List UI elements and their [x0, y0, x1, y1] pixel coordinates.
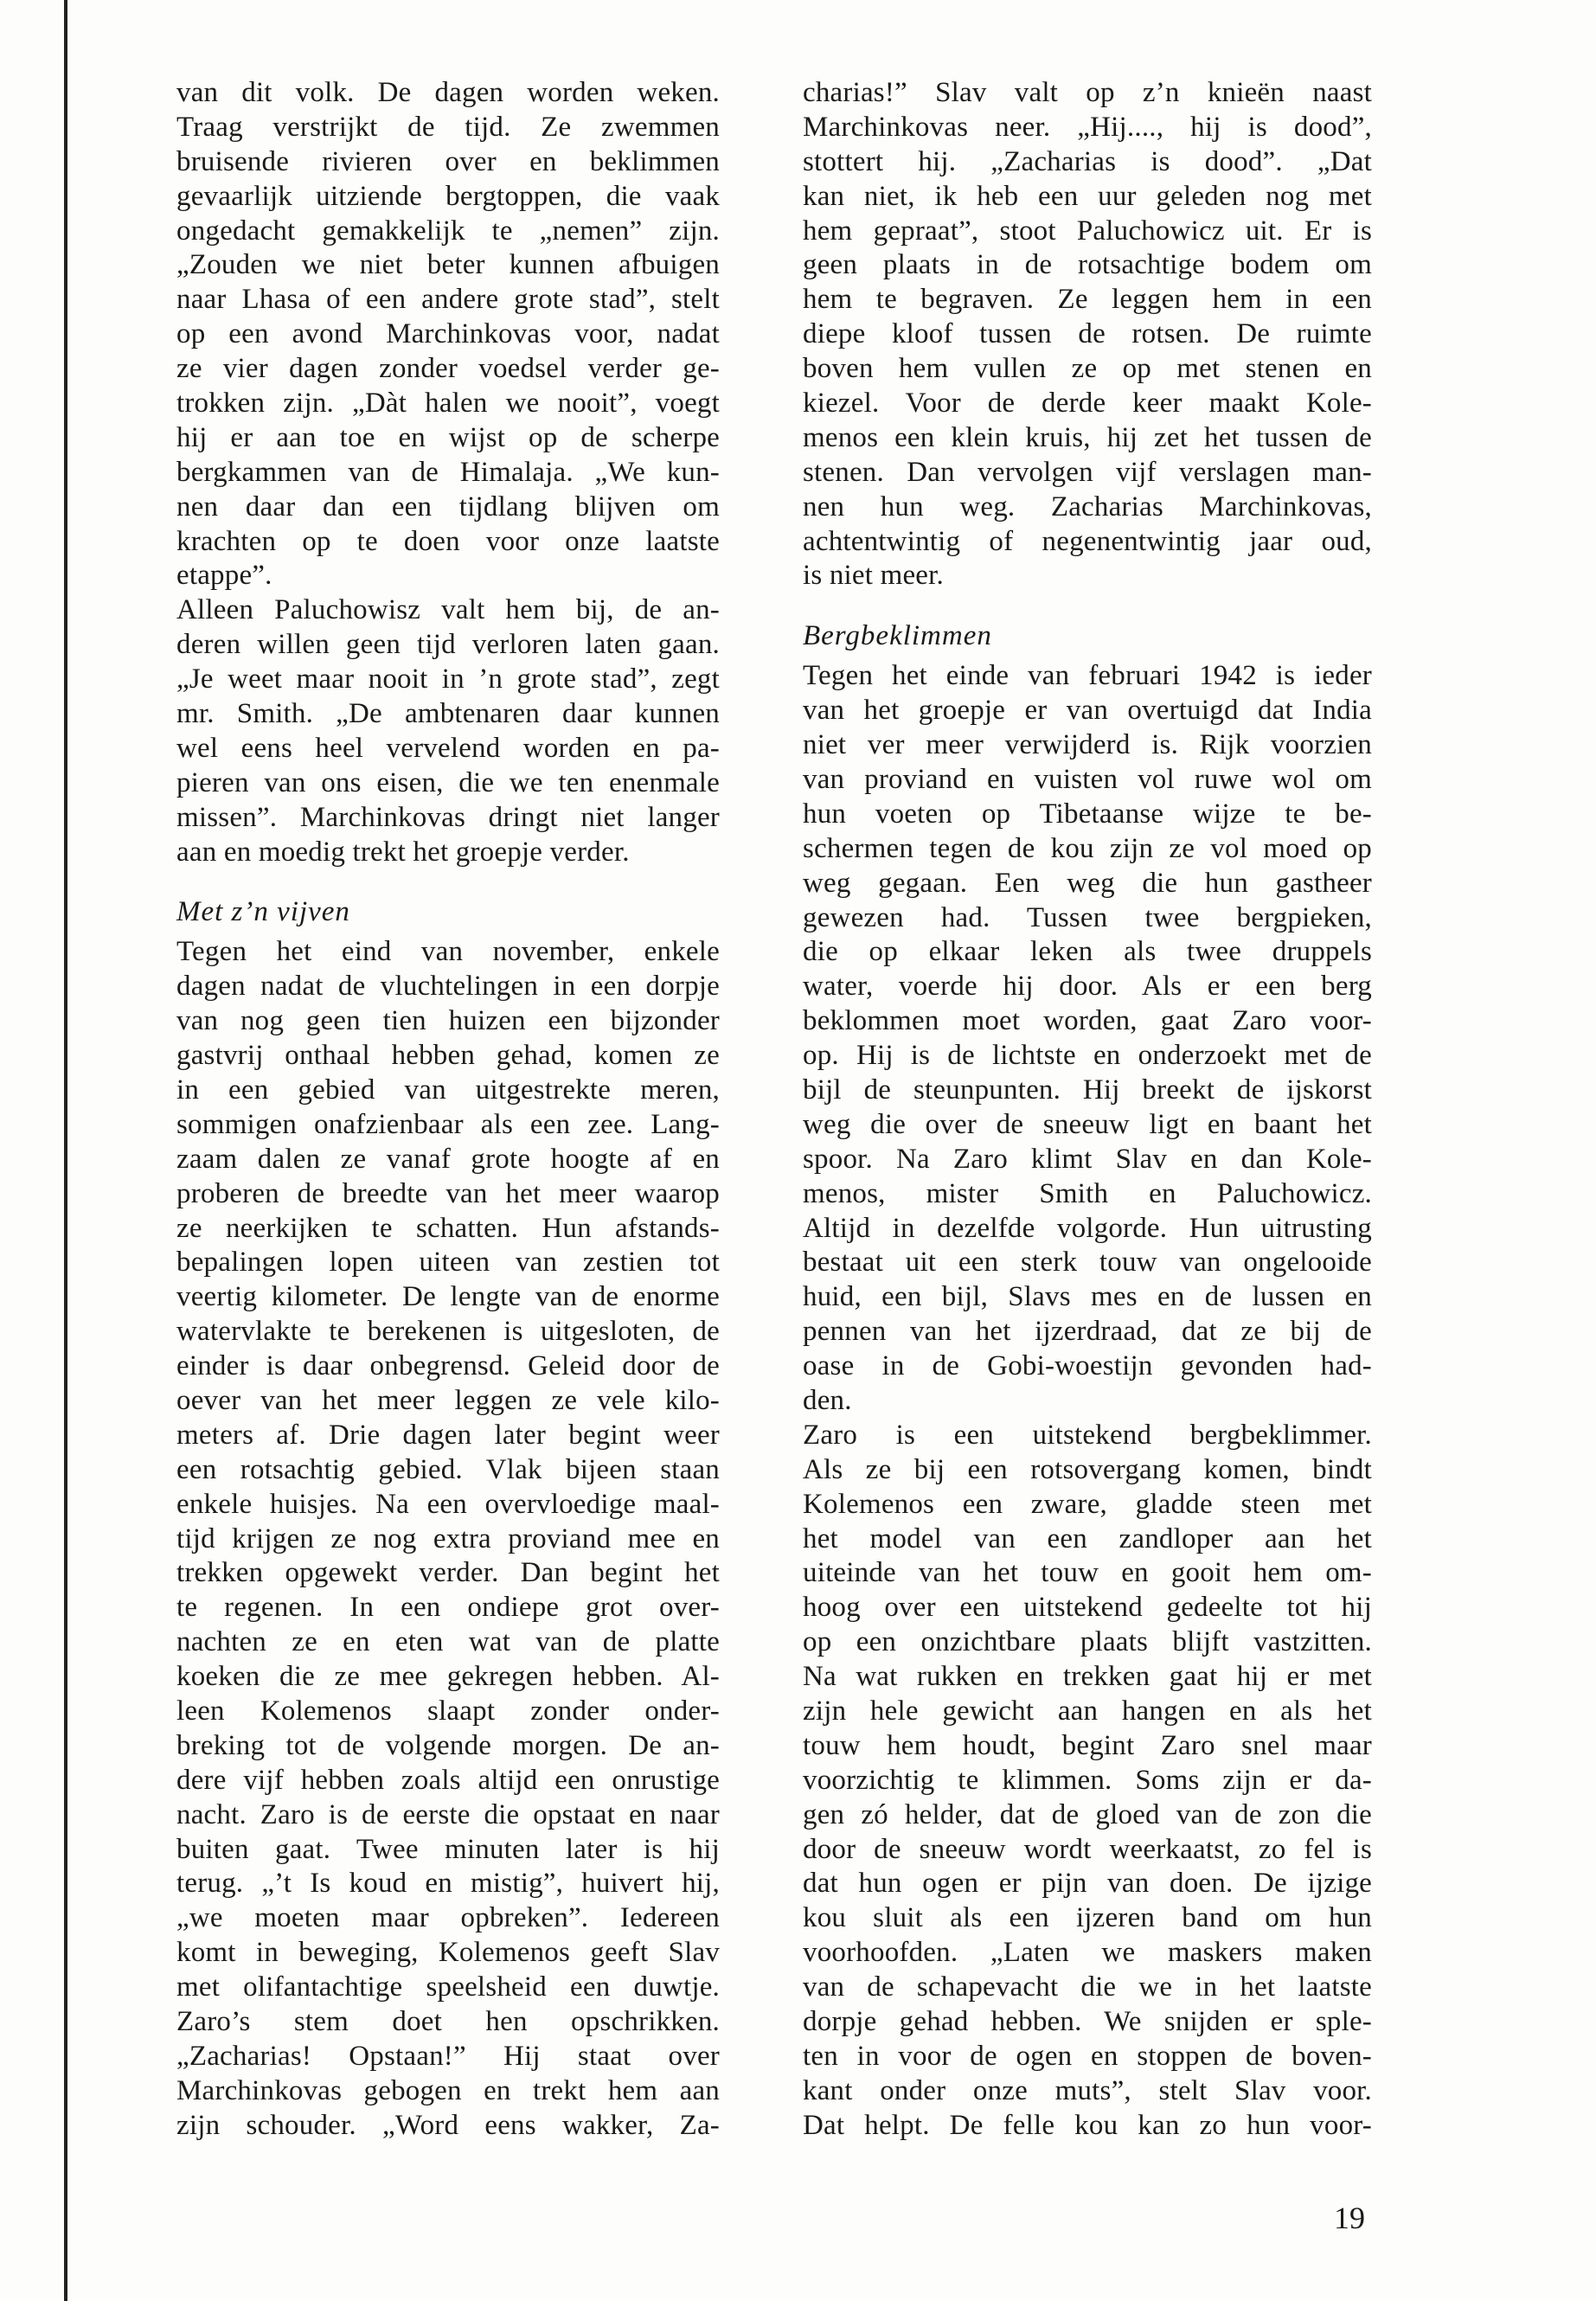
text-line: „Zouden we niet beter kunnen afbuigen [176, 249, 720, 281]
text-line: etappe”. [176, 560, 272, 592]
text-line: oever van het meer leggen ze vele kilo- [176, 1384, 720, 1416]
text-line: kiezel. Voor de derde keer maakt Kole- [803, 388, 1372, 420]
text-line: weg die over de sneeuw ligt en baant het [803, 1108, 1372, 1140]
text-line: hij er aan toe en wijst op de scherpe [176, 421, 720, 453]
text-line: pennen van het ijzerdraad, dat ze bij de [803, 1316, 1372, 1348]
text-line: Dat helpt. De felle kou kan zo hun voor- [803, 2109, 1372, 2141]
text-line: bestaat uit een sterk touw van ongelooide [803, 1247, 1372, 1279]
text-line: dagen nadat de vluchtelingen in een dorpje [176, 971, 720, 1003]
text-line: hoog over een uitstekend gedeelte tot hij [803, 1592, 1372, 1624]
text-line: dere vijf hebben zoals altijd een onrustige [176, 1764, 720, 1796]
text-line: schermen tegen de kou zijn ze vol moed op [803, 832, 1372, 864]
paragraph [176, 935, 720, 2143]
text-line: op een onzichtbare plaats blijft vastzitten. [803, 1626, 1372, 1658]
text-line: ten in voor de ogen en stoppen de boven- [803, 2040, 1372, 2072]
text-line: wel eens heel vervelend worden en pa- [176, 732, 720, 764]
text-line: die op elkaar leken als twee druppels [803, 936, 1372, 968]
text-line: Marchinkovas neer. „Hij...., hij is dood”, [803, 111, 1372, 143]
text-line: hem gepraat”, stoot Paluchowicz uit. Er is [803, 215, 1372, 247]
text-line: stenen. Dan vervolgen vijf verslagen man- [803, 456, 1372, 488]
text-line: door de sneeuw wordt weerkaatst, zo fel is [803, 1833, 1372, 1865]
text-line: ze neerkijken te schatten. Hun afstands- [176, 1212, 720, 1244]
text-line: meters af. Drie dagen later begint weer [176, 1419, 720, 1451]
text-line: bruisende rivieren over en beklimmen [176, 145, 720, 177]
text-line: voorhoofden. „Laten we maskers maken [803, 1937, 1372, 1969]
text-line: spoor. Na Zaro klimt Slav en dan Kole- [803, 1143, 1372, 1175]
text-line: ongedacht gemakkelijk te „nemen” zijn. [176, 215, 720, 247]
text-line: menos een klein kruis, hij zet het tussen de [803, 421, 1372, 453]
text-line: hun voeten op Tibetaanse wijze te be- [803, 798, 1372, 830]
section-heading: Met z’n vijven [176, 896, 350, 928]
text-line: van het groepje er van overtuigd dat India [803, 695, 1372, 727]
text-line: komt in beweging, Kolemenos geeft Slav [176, 1937, 720, 1969]
text-line: van proviand en vuisten vol ruwe wol om [803, 763, 1372, 795]
text-line: touw hem houdt, begint Zaro snel maar [803, 1729, 1372, 1761]
text-column-right [803, 76, 1372, 2144]
text-line: krachten op te doen voor onze laatste [176, 525, 720, 557]
paragraph [803, 1419, 1372, 2144]
text-line: niet ver meer verwijderd is. Rijk voorzien [803, 729, 1372, 761]
text-line: ze vier dagen zonder voedsel verder ge- [176, 353, 720, 385]
text-line: is niet meer. [803, 560, 944, 592]
text-line: enkele huisjes. Na een overvloedige maal- [176, 1488, 720, 1520]
text-line: bijl de steunpunten. Hij breekt de ijskorst [803, 1074, 1372, 1106]
text-line: zijn schouder. „Word eens wakker, Za- [176, 2109, 720, 2141]
text-line: diepe kloof tussen de rotsen. De ruimte [803, 318, 1372, 350]
text-line: zaam dalen ze vanaf grote hoogte af en [176, 1143, 720, 1175]
text-line: Zaro is een uitstekend bergbeklimmer. [803, 1419, 1372, 1451]
text-line: kant onder onze muts”, stelt Slav voor. [803, 2074, 1372, 2106]
text-column-left [176, 76, 720, 2144]
text-line: mr. Smith. „De ambtenaren daar kunnen [176, 698, 720, 730]
text-line: een rotsachtig gebied. Vlak bijeen staan [176, 1453, 720, 1485]
text-line: nen daar dan een tijdlang blijven om [176, 490, 720, 522]
text-line: veertig kilometer. De lengte van de enorme [176, 1281, 720, 1313]
text-line: kan niet, ik heb een uur geleden nog met [803, 180, 1372, 212]
text-line: Na wat rukken en trekken gaat hij er met [803, 1661, 1372, 1693]
text-line: „we moeten maar opbreken”. Iedereen [176, 1902, 720, 1934]
text-line: op. Hij is de lichtste en onderzoekt met de [803, 1040, 1372, 1072]
page-number: 19 [1334, 2201, 1365, 2235]
text-line: Alleen Paluchowisz valt hem bij, de an- [176, 594, 720, 626]
text-line: proberen de breedte van het meer waarop [176, 1177, 720, 1209]
paragraph [803, 76, 1372, 593]
text-line: trokken zijn. „Dàt halen we nooit”, voegt [176, 388, 720, 420]
text-line: voorzichtig te klimmen. Soms zijn er da- [803, 1764, 1372, 1796]
paragraph [803, 659, 1372, 1419]
text-line: tijd krijgen ze nog extra proviand mee en [176, 1522, 720, 1554]
paragraph [176, 76, 720, 593]
text-line: deren willen geen tijd verloren laten gaan. [176, 629, 720, 661]
text-line: nachten ze en eten wat van de platte [176, 1626, 720, 1658]
text-line: bepalingen lopen uiteen van zestien tot [176, 1247, 720, 1279]
text-line: aan en moedig trekt het groepje verder. [176, 836, 630, 868]
text-line: uiteinde van het touw en gooit hem om- [803, 1557, 1372, 1589]
text-line: gen zó helder, dat de gloed van de zon die [803, 1798, 1372, 1830]
text-line: bergkammen van de Himalaja. „We kun- [176, 456, 720, 488]
text-line: zijn hele gewicht aan hangen en als het [803, 1695, 1372, 1727]
text-line: koeken die ze mee gekregen hebben. Al- [176, 1661, 720, 1693]
text-line: leen Kolemenos slaapt zonder onder- [176, 1695, 720, 1727]
text-line: terug. „’t Is koud en mistig”, huivert hij, [176, 1868, 720, 1900]
text-line: op een avond Marchinkovas voor, nadat [176, 318, 720, 350]
text-line: einder is daar onbegrensd. Geleid door de [176, 1350, 720, 1382]
text-line: dorpje gehad hebben. We snijden er sple- [803, 2006, 1372, 2037]
text-line: stottert hij. „Zacharias is dood”. „Dat [803, 145, 1372, 177]
text-line: gastvrij onthaal hebben gehad, komen ze [176, 1040, 720, 1072]
section-heading: Bergbeklimmen [803, 620, 992, 652]
text-line: hem te begraven. Ze leggen hem in een [803, 284, 1372, 316]
text-line: oase in de Gobi-woestijn gevonden had- [803, 1350, 1372, 1382]
text-line: weg gegaan. Een weg die hun gastheer [803, 867, 1372, 899]
text-line: Tegen het eind van november, enkele [176, 936, 720, 968]
text-line: Traag verstrijkt de tijd. Ze zwemmen [176, 111, 720, 143]
text-line: „Zacharias! Opstaan!” Hij staat over [176, 2040, 720, 2072]
text-line: in een gebied van uitgestrekte meren, [176, 1074, 720, 1106]
text-line: sommigen onafzienbaar als een zee. Lang- [176, 1108, 720, 1140]
text-line: met olifantachtige speelsheid een duwtje. [176, 1971, 720, 2003]
text-line: te regenen. In een ondiepe grot over- [176, 1592, 720, 1624]
text-line: watervlakte te berekenen is uitgesloten, de [176, 1316, 720, 1348]
text-line: beklommen moet worden, gaat Zaro voor- [803, 1005, 1372, 1037]
text-line: naar Lhasa of een andere grote stad”, stelt [176, 284, 720, 316]
text-line: Als ze bij een rotsovergang komen, bindt [803, 1453, 1372, 1485]
text-line: charias!” Slav valt op z’n knieën naast [803, 77, 1372, 108]
text-line: geen plaats in de rotsachtige bodem om [803, 249, 1372, 281]
page-binding-edge [64, 0, 67, 2301]
text-line: Kolemenos een zware, gladde steen met [803, 1488, 1372, 1520]
text-line: nacht. Zaro is de eerste die opstaat en naar [176, 1798, 720, 1830]
text-line: Altijd in dezelfde volgorde. Hun uitrusting [803, 1212, 1372, 1244]
text-line: boven hem vullen ze op met stenen en [803, 353, 1372, 385]
text-line: breking tot de volgende morgen. De an- [176, 1729, 720, 1761]
text-line: „Je weet maar nooit in ’n grote stad”, zegt [176, 663, 720, 695]
text-line: missen”. Marchinkovas dringt niet langer [176, 801, 720, 833]
text-line: menos, mister Smith en Paluchowicz. [803, 1177, 1372, 1209]
text-line: trekken opgewekt verder. Dan begint het [176, 1557, 720, 1589]
text-line: gewezen had. Tussen twee bergpieken, [803, 901, 1372, 933]
text-line: kou sluit als een ijzeren band om hun [803, 1902, 1372, 1934]
text-line: pieren van ons eisen, die we ten enenmale [176, 766, 720, 798]
text-line: buiten gaat. Twee minuten later is hij [176, 1833, 720, 1865]
text-line: Zaro’s stem doet hen opschrikken. [176, 2006, 720, 2037]
text-line: gevaarlijk uitziende bergtoppen, die vaak [176, 180, 720, 212]
text-line: nen hun weg. Zacharias Marchinkovas, [803, 490, 1372, 522]
text-line: dat hun ogen er pijn van doen. De ijzige [803, 1868, 1372, 1900]
text-line: Marchinkovas gebogen en trekt hem aan [176, 2074, 720, 2106]
text-line: van de schapevacht die we in het laatste [803, 1971, 1372, 2003]
text-line: water, voerde hij door. Als er een berg [803, 971, 1372, 1003]
text-line: van nog geen tien huizen een bijzonder [176, 1005, 720, 1037]
text-line: van dit volk. De dagen worden weken. [176, 77, 720, 108]
text-line: den. [803, 1384, 852, 1416]
text-line: achtentwintig of negenentwintig jaar oud, [803, 525, 1372, 557]
paragraph [176, 593, 720, 869]
text-line: Tegen het einde van februari 1942 is ieder [803, 660, 1372, 692]
text-line: huid, een bijl, Slavs mes en de lussen en [803, 1281, 1372, 1313]
text-line: het model van een zandloper aan het [803, 1522, 1372, 1554]
